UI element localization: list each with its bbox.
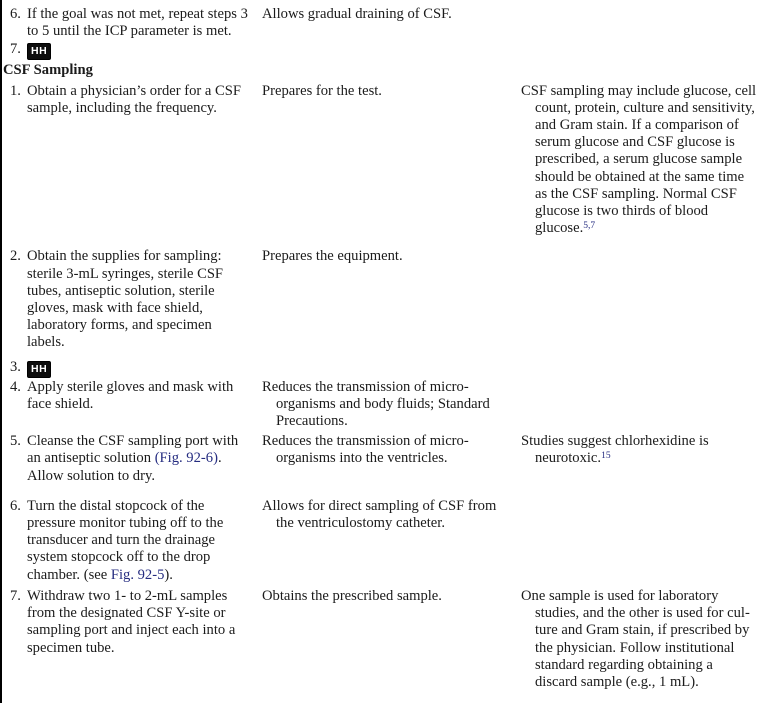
step-number: 5. <box>10 433 21 450</box>
step-text <box>27 359 248 378</box>
procedure-row <box>10 41 763 60</box>
rationale-cell: Prepares the equipment. <box>262 248 403 265</box>
step-text <box>27 498 248 584</box>
considerations-text: CSF sampling may include glucose, cell count, protein, culture and sensitivity, and Gram stain. If a comparison of serum glucose and CSF glucose is prescribed, a serum glucose sample should be obtained at the same time as the CSF sampling. Normal CSF glucose is two thirds of blood glucose. <box>521 82 757 237</box>
rationale-cell: Prepares for the test. <box>262 82 382 99</box>
rationale-cell: Reduces the transmission of microorganisms into the ventricles. <box>262 433 469 467</box>
step-number: 6. <box>10 6 21 22</box>
step-text: Apply sterile gloves and mask with face shield. <box>27 378 234 412</box>
rationale-cell: Allows for direct sampling of CSF from the ventriculostomy catheter. <box>262 497 497 532</box>
procedure-row <box>10 588 763 691</box>
considerations-cell <box>521 433 763 467</box>
step-number: 7. <box>10 587 21 604</box>
step-text-part: . Allow solution to dry. <box>27 450 222 484</box>
steps-cell <box>10 498 262 584</box>
rationale-cell: Reduces the transmission of microorganisms and body fluids; Standard Precautions. <box>262 378 490 430</box>
considerations-text: Studies suggest chlorhexidine is neurotoxic. <box>521 433 709 467</box>
step-number: 6. <box>10 497 21 514</box>
hand-hygiene-icon: HH <box>27 361 51 378</box>
procedure-row <box>10 6 763 40</box>
steps-cell <box>10 248 262 351</box>
step-text <box>27 433 248 485</box>
steps-cell <box>10 41 262 60</box>
steps-cell <box>10 433 262 485</box>
section-heading: CSF Sampling <box>3 62 93 79</box>
steps-cell <box>10 359 262 378</box>
step-text: If the goal was not met, repeat steps 3 to 5 until the ICP parameter is met. <box>27 6 248 40</box>
step-number: 3. <box>10 358 21 375</box>
step-text <box>27 41 248 60</box>
steps-cell <box>10 6 262 40</box>
procedure-row <box>10 379 763 431</box>
hand-hygiene-icon: HH <box>27 43 51 60</box>
steps-cell <box>10 588 262 657</box>
figure-link-92-5[interactable]: Fig. 92-5 <box>110 566 165 583</box>
citation-link[interactable]: 15 <box>601 451 611 462</box>
step-number: 4. <box>10 378 21 395</box>
procedure-row <box>10 359 763 378</box>
citation-link[interactable]: 5,7 <box>583 221 596 232</box>
step-number: 1. <box>10 82 21 99</box>
step-number: 2. <box>10 248 21 265</box>
procedure-row <box>10 83 763 238</box>
table-left-border <box>0 0 2 703</box>
considerations-text: One sample is used for laboratory studies, and the other is used for culture and Gram stain, if prescribed by the physician. Follow institutional standard regarding obtaining a discard sample (e.g., 1 mL). <box>521 587 750 690</box>
considerations-cell <box>521 588 763 691</box>
steps-cell <box>10 379 262 413</box>
procedure-row <box>10 433 763 485</box>
step-text-part: Turn the distal stopcock of the pressure monitor tubing off to the transducer and turn the drainage system stopcock off to the drop chamber. (see <box>27 497 224 583</box>
step-text: Withdraw two 1- to 2-mL samples from the designated CSF Y-site or sampling port and inject each into a specimen tube. <box>27 587 236 656</box>
rationale-cell: Obtains the prescribed sample. <box>262 587 442 604</box>
step-text-part: Cleanse the CSF sampling port with an antiseptic solution <box>27 433 239 467</box>
step-text: Obtain a physician’s order for a CSF sample, including the frequency. <box>27 82 242 116</box>
considerations-cell <box>521 83 763 238</box>
step-text-part: ). <box>164 566 173 583</box>
step-text: Obtain the supplies for sampling: sterile 3-mL syringes, sterile CSF tubes, antiseptic solution, sterile gloves, mask with face shield, laboratory forms, and specimen labels. <box>27 248 224 351</box>
figure-link-92-6[interactable]: (Fig. 92-6) <box>154 450 218 467</box>
procedure-row <box>10 498 763 584</box>
procedure-row <box>10 248 763 351</box>
steps-cell <box>10 83 262 117</box>
rationale-cell: Allows gradual draining of CSF. <box>262 6 452 22</box>
step-number: 7. <box>10 41 21 58</box>
